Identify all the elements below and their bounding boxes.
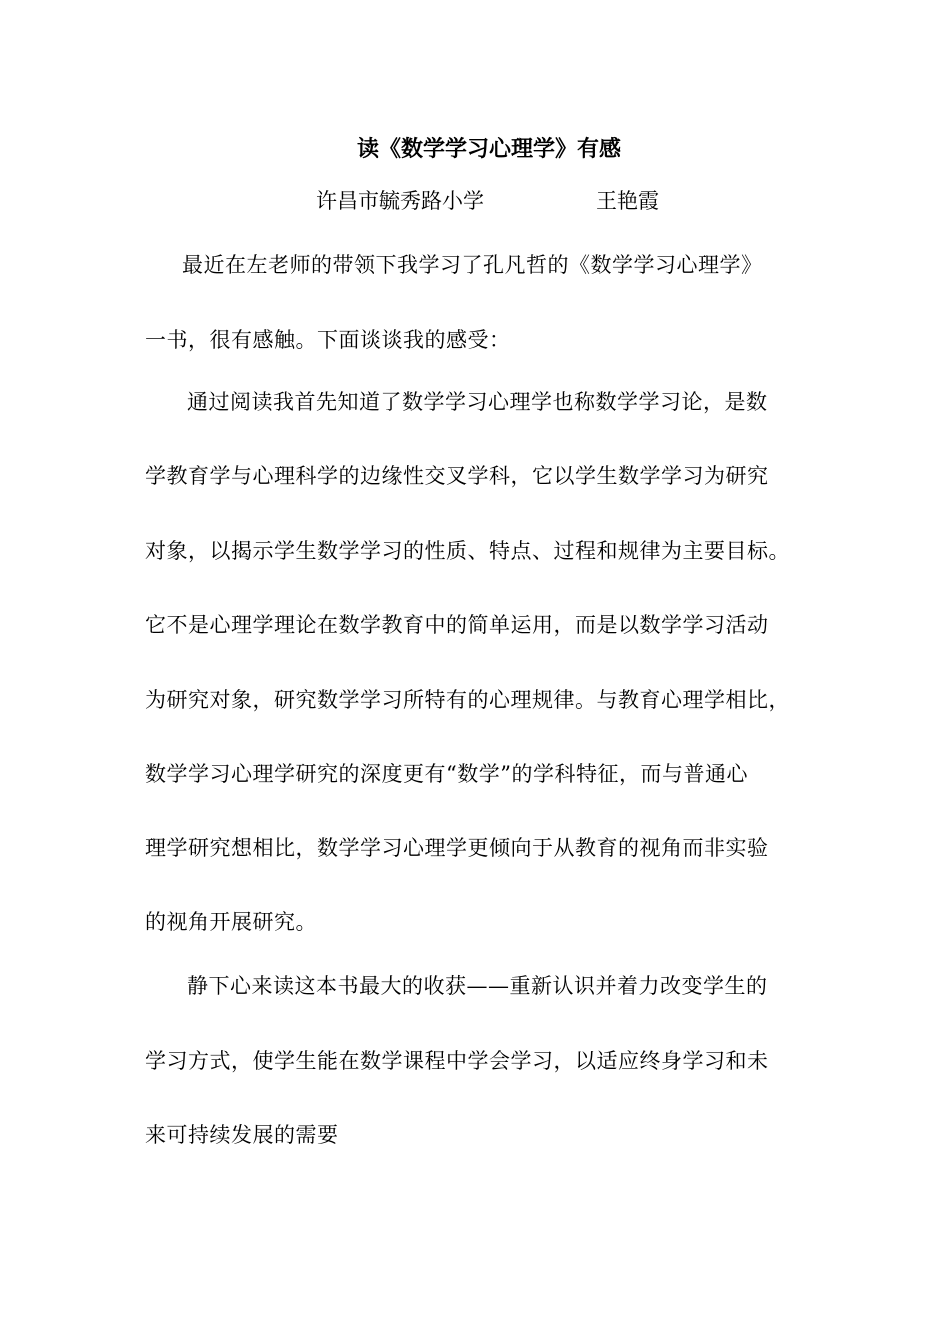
- author-name: 王艳霞: [596, 189, 659, 213]
- body-line: 来可持续发展的需要: [145, 1123, 339, 1147]
- body-line: 一书，很有感触。下面谈谈我的感受：: [145, 328, 511, 352]
- body-line: 它不是心理学理论在数学教育中的简单运用，而是以数学学习活动: [145, 613, 769, 637]
- body-line: 学习方式，使学生能在数学课程中学会学习，以适应终身学习和未: [145, 1049, 769, 1073]
- body-line: 通过阅读我首先知道了数学学习心理学也称数学学习论，是数: [187, 390, 768, 414]
- body-line: 学教育学与心理科学的边缘性交叉学科，它以学生数学学习为研究: [145, 464, 769, 488]
- document-title: 读《数学学习心理学》有感: [356, 136, 621, 162]
- body-line: 最近在左老师的带领下我学习了孔凡哲的《数学学习心理学》: [182, 253, 763, 277]
- author-school: 许昌市毓秀路小学: [316, 189, 484, 213]
- body-line: 对象，以揭示学生数学学习的性质、特点、过程和规律为主要目标。: [145, 539, 790, 563]
- body-line: 数学学习心理学研究的深度更有“数学”的学科特征，而与普通心: [145, 762, 748, 786]
- body-line: 为研究对象，研究数学学习所特有的心理规律。与教育心理学相比，: [145, 688, 790, 712]
- body-line: 静下心来读这本书最大的收获——重新认识并着力改变学生的: [187, 974, 768, 998]
- body-line: 的视角开展研究。: [145, 910, 317, 934]
- body-line: 理学研究想相比，数学学习心理学更倾向于从教育的视角而非实验: [145, 836, 769, 860]
